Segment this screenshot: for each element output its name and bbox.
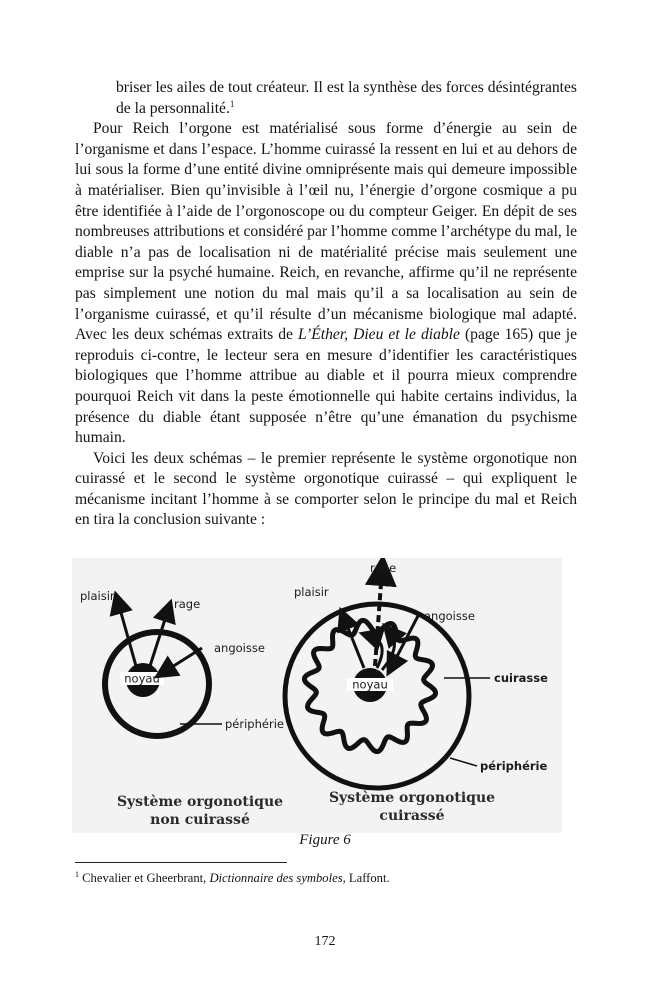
label-noyau-left: noyau xyxy=(124,671,160,686)
paragraph-text-part2: (page 165) que je reproduis ci-contre, le lecteur sera en mesure d’identifier les caractéristiques biologiques que l’homme attribue au diable et il pourra mieux comprendre pourquoi Reich vit dans la peste émotionnelle qui habite certains individus, la présence du diable étant supposée n’être qu’une émanation du psychisme humain. xyxy=(75,326,578,447)
page-number: 172 xyxy=(314,934,336,949)
paragraph-text-part1: Pour Reich l’orgone est matérialisé sous forme d’énergie au sein de l’organisme et dans l’espace. L’homme cuirassé la ressent en lui et au dehors de lui sous la forme d’une entité divine omniprésente mais qui demeure impossible à matérialiser. Bien qu’invisible à l’œil nu, l’énergie d’orgone cosmique a pu être identifiée à l’aide de l’orgonoscope ou du compteur Geiger. En dépit de ses nombreuses attributions et considéré par l’homme comme l’archétype du mal, le diable n’a pas de localisation ni de matérialité précise mais seulement une emprise sur la psyché humaine. Reich, en revanche, affirme qu’il ne représente pas simplement une notion du mal mais qu’il a sa localisation au sein de l’organisme cuirassé, et qu’il résulte d’un mécanisme biologique mal adapté. Avec les deux schémas extraits de xyxy=(75,120,577,344)
figure-caption: Figure 6 xyxy=(299,832,351,848)
label-plaisir-right: plaisir xyxy=(294,585,329,599)
title-armored-line1: Système orgonotique xyxy=(328,790,496,806)
title-non-armored-line1: Système orgonotique xyxy=(116,794,284,810)
label-peripherie-left: périphérie xyxy=(225,717,284,731)
label-cuirasse: cuirasse xyxy=(494,671,548,685)
footnote-number: 1 xyxy=(75,869,79,879)
label-angoisse-right: angoisse xyxy=(424,609,475,623)
paragraph-reich-orgone xyxy=(75,119,577,449)
label-angoisse-left: angoisse xyxy=(214,641,265,655)
label-noyau-right: noyau xyxy=(352,677,388,692)
figure-drawing xyxy=(72,558,562,833)
label-rage-right: rage xyxy=(370,561,397,575)
quotation-text: briser les ailes de tout créateur. Il est la synthèse des forces désintégrantes de la personnalité. xyxy=(116,79,577,117)
footnote xyxy=(75,870,390,886)
book-title: L’Éther, Dieu et le diable xyxy=(297,326,460,344)
body-text xyxy=(75,78,577,531)
label-rage-left: rage xyxy=(174,597,201,611)
footnote-divider xyxy=(75,862,287,863)
paragraph-schemas: Voici les deux schémas – le premier représente le système orgonotique non cuirassé et le second le système orgonotique cuirassé – qui expliquent le mécanisme incitant l’homme à se comporter selon le principe du mal et Reich en tira la conclusion suivante : xyxy=(75,449,577,529)
footnote-authors: Chevalier et Gheerbrant, xyxy=(82,871,207,885)
footnote-reference: 1 xyxy=(229,98,235,109)
label-plaisir-left: plaisir xyxy=(80,589,115,603)
title-non-armored-line2: non cuirassé xyxy=(150,812,250,828)
footnote-book-title: Dictionnaire des symboles xyxy=(209,871,343,885)
title-armored-line2: cuirassé xyxy=(379,808,445,824)
figure-orgonotic-systems xyxy=(72,558,562,833)
quotation xyxy=(116,78,577,119)
footnote-publisher: , Laffont. xyxy=(342,871,390,885)
label-peripherie-right: périphérie xyxy=(480,759,548,773)
